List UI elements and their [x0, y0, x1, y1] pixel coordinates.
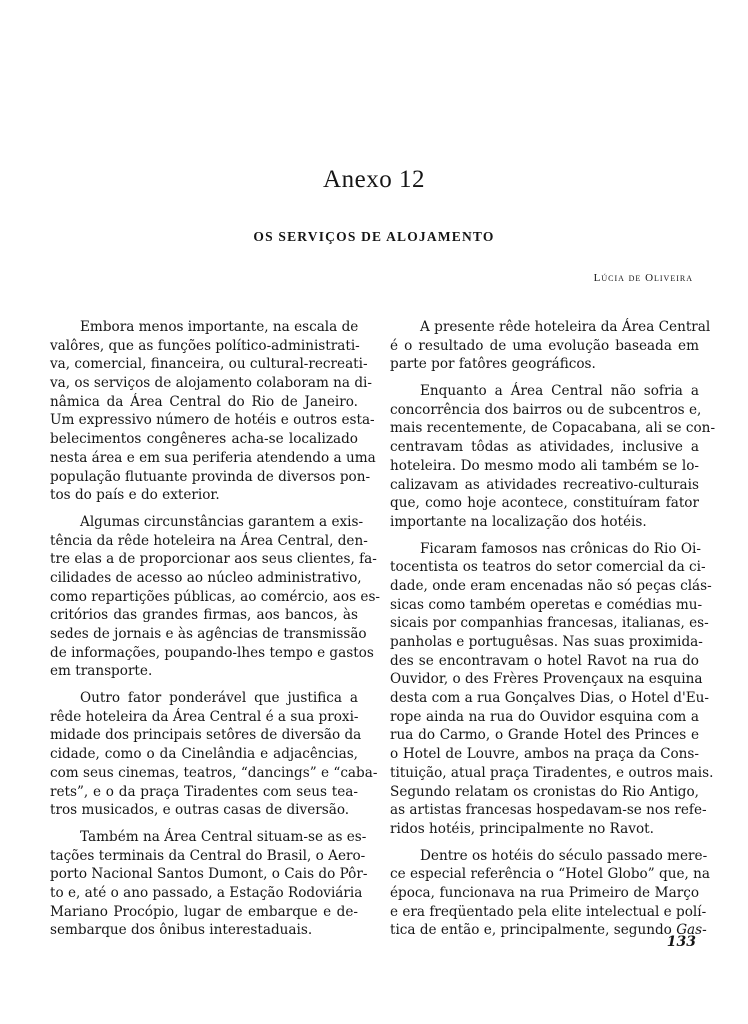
text-line: panholas e portuguêsas. Nas suas proximida-: [390, 634, 703, 650]
text-line: sembarque dos ônibus interestaduais.: [50, 922, 313, 939]
paragraph: [390, 847, 711, 940]
section-title: OS SERVIÇOS DE ALOJAMENTO: [253, 229, 495, 244]
text-line: Um expressivo número de hotéis e outros esta-: [50, 412, 375, 429]
text-line: Também na Área Central situam-se as es-: [80, 828, 367, 845]
paragraph: [390, 540, 714, 839]
italic-continuation: Gas-: [676, 922, 707, 939]
text-line: cidade, como o da Cinelândia e adjacências,: [50, 746, 358, 763]
text-line: rua do Carmo, o Grande Hotel des Princes e: [390, 727, 699, 744]
text-line: valôres, que as funções político-administrati-: [50, 337, 360, 354]
author-name: Lúcia de Oliveira: [593, 272, 693, 284]
left-text-column: [50, 318, 381, 948]
text-line: sedes de jornais e às agências de transmissão: [50, 626, 367, 642]
text-line: desta com a rua Gonçalves Dias, o Hotel d'Eu-: [390, 690, 710, 707]
text-line: mais recentemente, de Copacabana, ali se con-: [390, 420, 716, 437]
text-line: ce especial referência o “Hotel Globo” que, na: [390, 866, 711, 883]
text-line: cilidades de acesso ao núcleo administrativo,: [50, 569, 362, 586]
text-line: em transporte.: [50, 663, 153, 680]
text-line: des se encontravam o hotel Ravot na rua do: [390, 652, 699, 669]
paragraph: [390, 318, 711, 374]
text-line: tocentista os teatros do setor comercial da ci-: [390, 559, 706, 576]
text-line: população flutuante provinda de diversos pon-: [50, 468, 371, 485]
text-line: sicas como também operetas e comédias mu-: [390, 596, 703, 613]
text-line: nesta área e em sua periferia atendendo a uma: [50, 449, 376, 466]
text-line: hoteleira. Do mesmo modo ali também se lo-: [390, 457, 699, 474]
paragraph: [50, 689, 378, 820]
text-line: centravam tôdas as atividades, inclusive a: [390, 439, 699, 456]
annex-title: Anexo 12: [323, 166, 425, 193]
text-line: parte por fatôres geográficos.: [390, 356, 596, 373]
text-line: de informações, poupando-lhes tempo e gastos: [50, 644, 374, 661]
text-line: belecimentos congêneres acha-se localizado: [50, 431, 358, 448]
text-line: dade, onde eram encenadas não só peças clás-: [390, 577, 712, 594]
text-line: calizavam as atividades recreativo-culturais: [390, 476, 699, 493]
paragraph: [50, 513, 381, 681]
text-line: va, comercial, financeira, ou cultural-recreati-: [50, 356, 368, 373]
text-line: Segundo relatam os cronistas do Rio Antigo,: [390, 783, 699, 800]
text-line: concorrência dos bairros ou de subcentros e,: [390, 401, 702, 418]
text-line: Dentre os hotéis do século passado mere-: [420, 847, 708, 864]
text-line: Ouvidor, o des Frères Provençaux na esquina: [390, 671, 703, 688]
text-line: as artistas francesas hospedavam-se nos refe-: [390, 802, 707, 819]
text-line: rets”, e o da praça Tiradentes com seus tea-: [50, 783, 358, 800]
page-number: 133: [666, 934, 696, 950]
text-line: com seus cinemas, teatros, “dancings” e “caba-: [50, 764, 378, 781]
text-line: Mariano Procópio, lugar de embarque e de-: [50, 903, 358, 920]
text-line: tros musicados, e outras casas de diversão.: [50, 802, 350, 819]
text-line: critórios das grandes firmas, aos bancos, às: [50, 607, 358, 624]
paragraph: [390, 382, 716, 532]
text-line: Outro fator ponderável que justifica a: [80, 690, 358, 707]
paragraph: [50, 318, 376, 505]
text-line: tência da rêde hoteleira na Área Central, den-: [50, 532, 368, 549]
text-line: rope ainda na rua do Ouvidor esquina com a: [390, 708, 699, 725]
text-line: to e, até o ano passado, a Estação Rodoviária: [50, 884, 363, 901]
text-line: tica de então e, principalmente, segundo Gas-: [390, 922, 707, 939]
text-line: midade dos principais setôres de diversão da: [50, 727, 362, 744]
text-line: que, como hoje acontece, constituíram fator: [390, 495, 699, 512]
text-line: importante na localização dos hotéis.: [390, 513, 647, 530]
text-line: va, os serviços de alojamento colaboram na di-: [50, 375, 373, 392]
text-line: Algumas circunstâncias garantem a exis-: [80, 513, 364, 530]
text-line: tos do país e do exterior.: [50, 487, 220, 504]
text-line: e era freqüentado pela elite intelectual e polí-: [390, 903, 707, 920]
text-line: Embora menos importante, na escala de: [80, 319, 359, 335]
text-line: como repartições públicas, ao comércio, aos es-: [50, 588, 381, 605]
text-line: época, funcionava na rua Primeiro de Março: [390, 884, 699, 901]
text-line: o Hotel de Louvre, ambos na praça da Cons-: [390, 746, 699, 763]
text-line: ridos hotéis, principalmente no Ravot.: [390, 820, 654, 837]
text-line: Ficaram famosos nas crônicas do Rio Oi-: [420, 540, 701, 557]
text-line: porto Nacional Santos Dumont, o Cais do Pôr-: [50, 866, 368, 883]
text-line: nâmica da Área Central do Rio de Janeiro.: [50, 393, 358, 410]
text-line: tituição, atual praça Tiradentes, e outros mais.: [390, 764, 714, 781]
paragraph: [50, 828, 368, 940]
text-line: é o resultado de uma evolução baseada em: [390, 337, 699, 354]
text-line: tações terminais da Central do Brasil, o Aero-: [50, 847, 366, 864]
right-text-column: [390, 318, 716, 948]
text-line: Enquanto a Área Central não sofria a: [420, 383, 699, 400]
text-line: A presente rêde hoteleira da Área Central: [420, 319, 711, 335]
text-line: sicais por companhias francesas, italianas, es-: [390, 615, 709, 632]
text-line: tre elas a de proporcionar aos seus clientes, fa-: [50, 551, 377, 568]
text-line: rêde hoteleira da Área Central é a sua proxi-: [50, 708, 359, 725]
